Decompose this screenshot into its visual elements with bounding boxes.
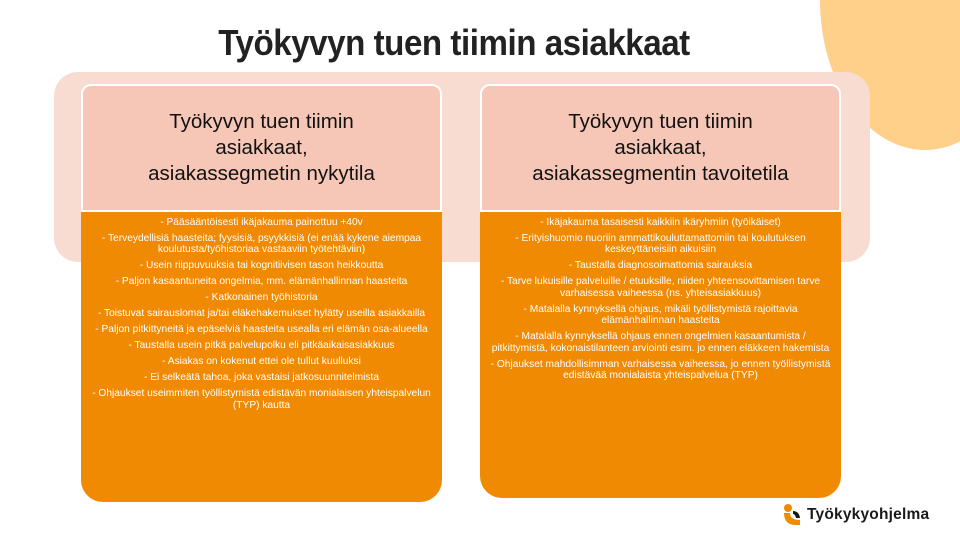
- list-item: - Ikäjakauma tasaisesti kaikkiin ikäryhmiin (työikäiset): [540, 217, 781, 228]
- tyokykyohjelma-logo-icon: [782, 503, 802, 527]
- list-item: - Usein riippuvuuksia tai kognitiivisen tason heikkoutta: [139, 260, 384, 272]
- target-state-heading: Työkyvyn tuen tiimin asiakkaat, asiakassegmentin tavoitetila: [532, 110, 789, 185]
- tyokykyohjelma-logo: [782, 503, 929, 527]
- list-item: - Taustalla usein pitkä palvelupolku eli pitkäaikaisasiakkuus: [128, 340, 395, 352]
- list-item: - Ei selkeätä tahoa, joka vastaisi jatkosuunnitelmista: [144, 372, 379, 384]
- list-item: - Katkonainen työhistoria: [205, 292, 318, 304]
- list-item: - Ohjaukset mahdollisimman varhaisessa vaiheessa, jo ennen työllistymistä edistävää monialaista yhteispalvelua (TYP): [490, 358, 831, 382]
- list-item: - Paljon pitkittyneitä ja epäselviä haasteita usealla eri elämän osa-alueella: [95, 324, 428, 336]
- list-item: - Tarve lukuisille palveluille / etuuksille, niiden yhteensovittamisen tarve varhaisessa vaiheessa (ns. yhteisasiakkuus): [500, 276, 821, 299]
- current-state-list: [81, 212, 442, 502]
- list-item: - Erityishuomio nuoriin ammattikouluttamattomiin tai koulutuksen keskeyttäneisiin aikuisiin: [515, 233, 806, 256]
- current-state-heading: Työkyvyn tuen tiimin asiakkaat, asiakassegmetin nykytila: [148, 110, 375, 185]
- list-item: - Terveydellisiä haasteita; fyysisiä, psyykkisiä (ei enää kykene aiempaa koulutusta/työhistoriaa vastaaviin työtehtäviin): [101, 233, 422, 256]
- page-title: Työkyvyn tuen tiimin asiakkaat: [218, 22, 690, 63]
- list-item: - Ohjaukset useimmiten työllistymistä edistävän monialaisen yhteispalvelun (TYP) kautta: [92, 388, 431, 411]
- list-item: - Toistuvat sairauslomat ja/tai eläkehakemukset hylätty useilla asiakkailla: [97, 308, 426, 320]
- logo-text: Työkykyohjelma: [807, 506, 930, 523]
- current-state-heading-box: [81, 84, 442, 212]
- list-item: - Matalalla kynnyksellä ohjaus ennen ongelmien kasaantumista / pitkittymistä, kokonaistilanteen arviointi esim. jo ennen eläkkeen hakemista: [491, 331, 830, 354]
- target-state-list: [480, 212, 841, 498]
- list-item: - Asiakas on kokenut ettei ole tullut kuulluksi: [162, 356, 361, 368]
- list-item: - Pääsääntöisesti ikäjakauma painottuu +40v: [160, 217, 363, 228]
- list-item: - Matalalla kynnyksellä ohjaus, mikäli työllistymistä rajoittavia elämänhallinnan haasteita: [523, 303, 798, 327]
- target-state-heading-box: [480, 84, 841, 212]
- list-item: - Taustalla diagnosoimattomia sairauksia: [568, 260, 753, 272]
- list-item: - Paljon kasaantuneita ongelmia, mm. elämänhallinnan haasteita: [115, 276, 408, 288]
- target-state-column: [480, 84, 841, 498]
- current-state-column: [81, 84, 442, 502]
